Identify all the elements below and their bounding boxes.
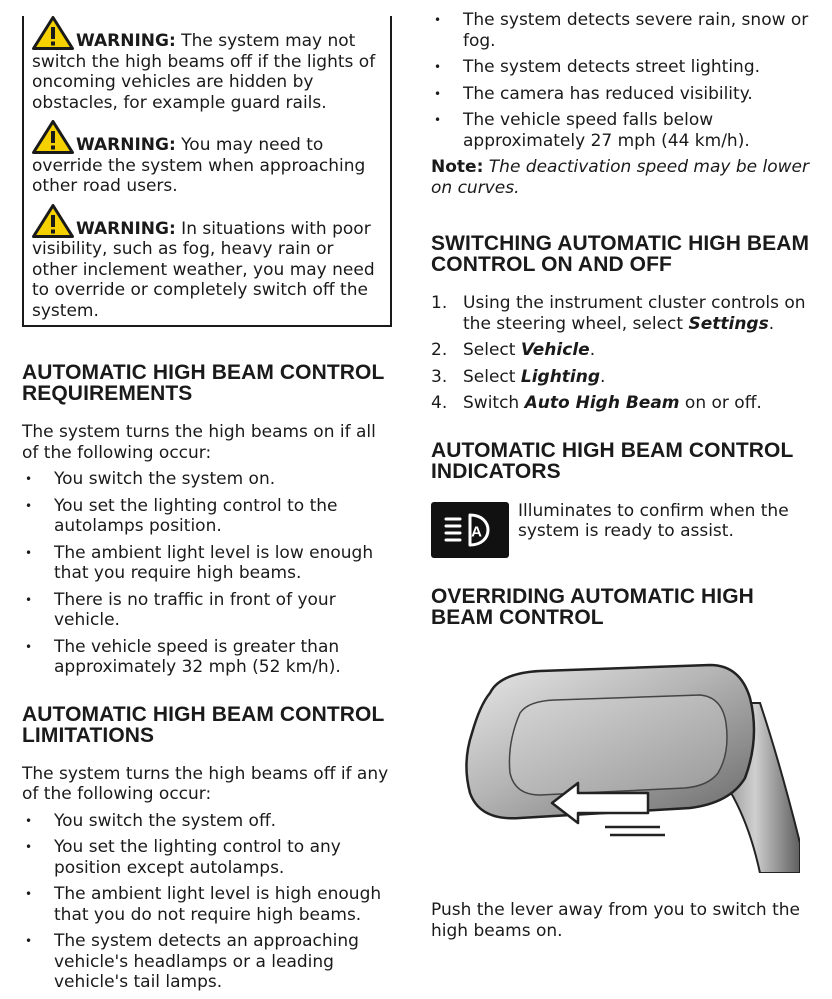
limitations-heading: AUTOMATIC HIGH BEAM CONTROL LIMITATIONS [22, 702, 385, 747]
requirements-intro: The system turns the high beams on if all of the following occur: [22, 422, 376, 463]
bullet-icon: • [25, 934, 33, 948]
warning-text: In situations with poor visibility, such as fog, heavy rain or other inclement weather, you may need to override or completely switch off the system. [32, 218, 375, 321]
warning-text: You may need to override the system when approaching other road users. [32, 135, 366, 196]
list-item: • There is no traffic in front of your vehicle. [25, 589, 336, 630]
auto-high-beam-indicator [431, 502, 509, 558]
bullet-icon: • [25, 813, 33, 828]
indicators-heading: AUTOMATIC HIGH BEAM CONTROL INDICATORS [431, 438, 794, 483]
overriding-caption: Push the lever away from you to switch the high beams on. [431, 900, 801, 941]
bullet-icon: • [434, 60, 442, 74]
warning-3 [32, 204, 382, 322]
bullet-icon: • [25, 639, 33, 654]
bullet-icon: • [25, 887, 33, 901]
indicator-description: Illuminates to confirm when the system is ready to assist. [518, 500, 789, 541]
indicator-row [431, 502, 816, 558]
left-column [22, 0, 394, 999]
list-item: • The system detects an approaching vehicle's headlamps or a leading vehicle's tail lamps. [25, 931, 359, 992]
list-item: 2. Select Vehicle. [431, 340, 596, 360]
note-label: Note: [431, 157, 484, 177]
limitations-list-continued [431, 10, 816, 151]
bullet-icon: • [25, 840, 33, 854]
lever-illustration [460, 643, 800, 873]
list-item: • The ambient light level is high enough that you do not require high beams. [25, 884, 382, 925]
bullet-icon: • [434, 86, 442, 101]
list-item: • The vehicle speed is greater than approximately 32 mph (52 km/h). [25, 636, 341, 677]
bullet-icon: • [25, 472, 33, 486]
list-item: • The vehicle speed falls below approximately 27 mph (44 km/h). [434, 110, 750, 151]
note [431, 157, 816, 198]
warning-triangle-icon [32, 204, 74, 238]
switching-heading: SWITCHING AUTOMATIC HIGH BEAM CONTROL ON AND OFF [431, 232, 810, 276]
limitations-intro: The system turns the high beams off if any of the following occur: [22, 763, 389, 804]
note-text: The deactivation speed may be lower on curves. [431, 157, 809, 198]
list-item: • The system detects street lighting. [434, 57, 761, 77]
warning-label: WARNING: [76, 135, 176, 155]
limitations-list [22, 811, 394, 993]
list-item: • You set the lighting control to any position except autolamps. [25, 837, 341, 878]
list-item: • You switch the system off. [25, 810, 277, 831]
list-item: 1. Using the instrument cluster controls on the steering wheel, select Settings. [431, 293, 806, 334]
warning-label: WARNING: [76, 31, 176, 51]
bullet-icon: • [25, 498, 33, 513]
bullet-icon: • [25, 592, 33, 607]
bullet-icon: • [25, 545, 33, 560]
warning-label: WARNING: [76, 218, 176, 239]
warning-triangle-icon [32, 16, 74, 50]
warning-triangle-icon [32, 120, 74, 154]
list-item: • You switch the system on. [25, 469, 276, 489]
requirements-heading: AUTOMATIC HIGH BEAM CONTROL REQUIREMENTS [22, 361, 385, 405]
right-column [431, 0, 816, 628]
auto-high-beam-icon [440, 512, 500, 548]
list-item: • The system detects severe rain, snow or fog. [434, 10, 809, 51]
warning-box [22, 16, 392, 327]
list-item: • The ambient light level is low enough that you require high beams. [25, 542, 374, 583]
requirements-list [22, 469, 394, 678]
list-item: • The camera has reduced visibility. [434, 83, 753, 104]
svg-text:A: A [471, 523, 482, 540]
bullet-icon: • [434, 13, 442, 27]
warning-1 [32, 16, 382, 113]
list-item: 4. Switch Auto High Beam on or off. [431, 393, 762, 413]
warning-text: The system may not switch the high beams off if the lights of oncoming vehicles are hidden by obstacles, for example guard rails. [32, 31, 376, 113]
list-item: • You set the lighting control to the autolamps position. [25, 495, 338, 536]
warning-2 [32, 120, 382, 197]
overriding-heading: OVERRIDING AUTOMATIC HIGH BEAM CONTROL [431, 584, 754, 629]
bullet-icon: • [434, 113, 442, 127]
list-item: 3. Select Lighting. [431, 366, 606, 387]
switching-steps [431, 293, 816, 414]
